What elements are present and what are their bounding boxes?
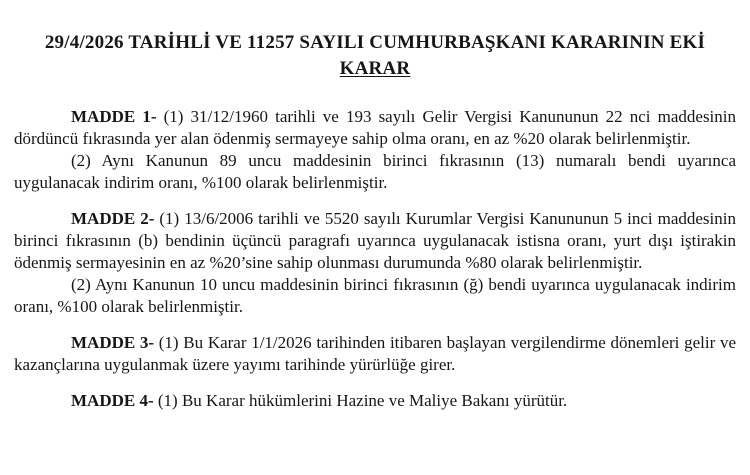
article-2-paragraph-1-text: (1) 13/6/2006 tarihli ve 5520 sayılı Kurumlar Vergisi Kanununun 5 inci maddesinin birinci fıkrasının (b) bendinin üçüncü paragrafı uyarınca uygulanacak istisna oranı, yurt dışı iştirakin ödenmiş sermayesinin en az %20’sine sahip olunması durumunda %80 olarak belirlenmiştir.	[14, 209, 736, 272]
article-1-paragraph-1-text: (1) 31/12/1960 tarihli ve 193 sayılı Gelir Vergisi Kanununun 22 nci maddesinin dördüncü fıkrasında yer alan ödenmiş sermayeye sahip olma oranı, en az %20 olarak belirlenmiştir.	[14, 107, 736, 148]
article-2-paragraph-2-text: (2) Aynı Kanunun 10 uncu maddesinin birinci fıkrasının (ğ) bendi uyarınca uygulanacak indirim oranı, %100 olarak belirlenmiştir.	[14, 275, 736, 316]
document-body	[0, 106, 750, 412]
article-madde-4	[14, 390, 736, 412]
title-line-1: 29/4/2026 TARİHLİ VE 11257 SAYILI CUMHURBAŞKANI KARARININ EKİ	[44, 32, 706, 53]
article-2-lead: MADDE 2-	[71, 209, 160, 228]
article-madde-2	[14, 208, 736, 318]
article-1-paragraph-2	[14, 150, 736, 194]
article-2-paragraph-1	[14, 208, 736, 274]
title-line-2: KARAR	[339, 58, 411, 79]
article-madde-1	[14, 106, 736, 194]
document-title	[0, 0, 750, 82]
article-4-paragraph-1-text: (1) Bu Karar hükümlerini Hazine ve Maliye Bakanı yürütür.	[157, 391, 568, 410]
article-3-paragraph-1-text: (1) Bu Karar 1/1/2026 tarihinden itibaren başlayan vergilendirme dönemleri gelir ve kazançlarına uygulanmak üzere yayımı tarihinde yürürlüğe girer.	[14, 333, 736, 374]
article-3-paragraph-1	[14, 332, 736, 376]
article-4-lead: MADDE 4-	[71, 391, 158, 410]
article-1-paragraph-1	[14, 106, 736, 150]
article-4-paragraph-1	[14, 390, 736, 412]
article-1-paragraph-2-text: (2) Aynı Kanunun 89 uncu maddesinin birinci fıkrasının (13) numaralı bendi uyarınca uygulanacak indirim oranı, %100 olarak belirlenmiştir.	[14, 151, 736, 192]
article-2-paragraph-2	[14, 274, 736, 318]
article-3-lead: MADDE 3-	[71, 333, 159, 352]
article-1-lead: MADDE 1-	[71, 107, 164, 126]
article-madde-3	[14, 332, 736, 376]
